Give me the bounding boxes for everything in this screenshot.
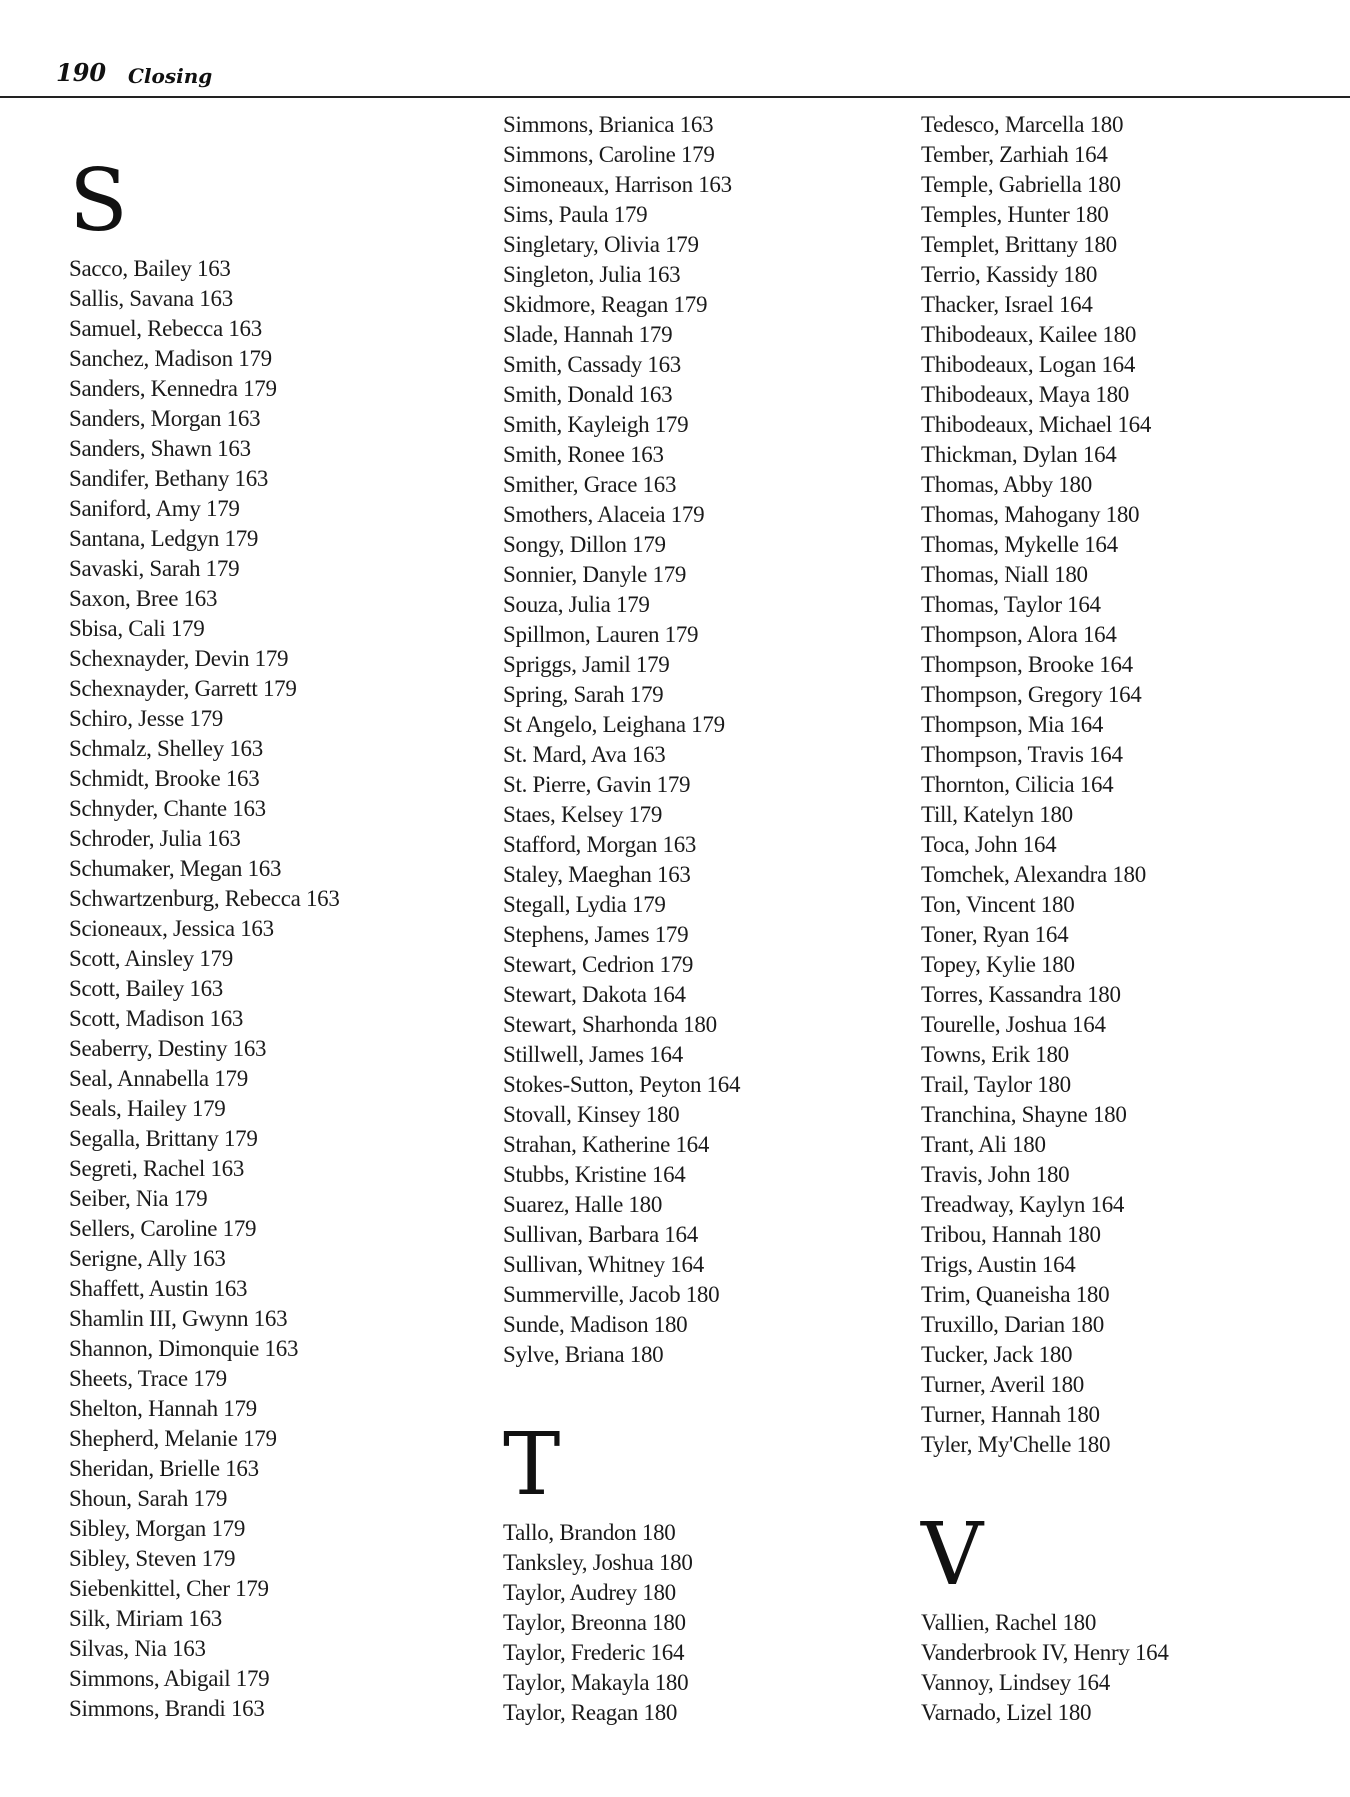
index-entry: Singleton, Julia 163 — [503, 262, 681, 287]
index-entry: Seaberry, Destiny 163 — [69, 1036, 267, 1061]
index-entry: Thompson, Alora 164 — [921, 622, 1117, 647]
index-entry: Shelton, Hannah 179 — [69, 1396, 257, 1421]
index-entry: Topey, Kylie 180 — [921, 952, 1075, 977]
index-entry: Tanksley, Joshua 180 — [503, 1550, 693, 1575]
index-entry: Simoneaux, Harrison 163 — [503, 172, 732, 197]
index-entry: Vallien, Rachel 180 — [921, 1610, 1097, 1635]
index-entry: Thompson, Mia 164 — [921, 712, 1104, 737]
index-entry: Scioneaux, Jessica 163 — [69, 916, 274, 941]
index-column-3 — [921, 110, 1169, 1728]
index-entry: Stewart, Dakota 164 — [503, 982, 686, 1007]
index-entry: Sbisa, Cali 179 — [69, 616, 205, 641]
index-entry: Ton, Vincent 180 — [921, 892, 1075, 917]
index-entry: Scott, Ainsley 179 — [69, 946, 233, 971]
index-entry: Temples, Hunter 180 — [921, 202, 1109, 227]
index-entry: Trim, Quaneisha 180 — [921, 1282, 1110, 1307]
index-entry: Smith, Ronee 163 — [503, 442, 664, 467]
index-entry: Songy, Dillon 179 — [503, 532, 666, 557]
index-entry: Sibley, Morgan 179 — [69, 1516, 246, 1541]
index-entry: Terrio, Kassidy 180 — [921, 262, 1098, 287]
index-entry: Smith, Donald 163 — [503, 382, 673, 407]
page-number: 190 — [56, 58, 107, 87]
index-entry: Sacco, Bailey 163 — [69, 256, 231, 281]
index-entry: Taylor, Breonna 180 — [503, 1610, 686, 1635]
index-entry: Trigs, Austin 164 — [921, 1252, 1076, 1277]
index-entry: Shoun, Sarah 179 — [69, 1486, 228, 1511]
index-entry: Schmidt, Brooke 163 — [69, 766, 260, 791]
index-entry: Taylor, Audrey 180 — [503, 1580, 676, 1605]
index-entry: Thompson, Brooke 164 — [921, 652, 1133, 677]
index-entry: Seal, Annabella 179 — [69, 1066, 248, 1091]
index-entry: Smith, Cassady 163 — [503, 352, 681, 377]
index-entry: Torres, Kassandra 180 — [921, 982, 1121, 1007]
index-entry: Sylve, Briana 180 — [503, 1342, 664, 1367]
index-entry: Segalla, Brittany 179 — [69, 1126, 258, 1151]
index-entry: Stovall, Kinsey 180 — [503, 1102, 680, 1127]
section-letter: V — [921, 1505, 984, 1605]
index-entry: Seals, Hailey 179 — [69, 1096, 226, 1121]
index-entry: Scott, Madison 163 — [69, 1006, 244, 1031]
index-entry: Stokes-Sutton, Peyton 164 — [503, 1072, 741, 1097]
index-entry: Vannoy, Lindsey 164 — [921, 1670, 1110, 1695]
index-entry: Tember, Zarhiah 164 — [921, 142, 1108, 167]
index-entry: Silvas, Nia 163 — [69, 1636, 206, 1661]
index-entry: Sibley, Steven 179 — [69, 1546, 236, 1571]
index-entry: Sullivan, Barbara 164 — [503, 1222, 698, 1247]
index-entry: Shaffett, Austin 163 — [69, 1276, 248, 1301]
index-entry: Savaski, Sarah 179 — [69, 556, 240, 581]
index-entry: Taylor, Frederic 164 — [503, 1640, 685, 1665]
index-entry: Schumaker, Megan 163 — [69, 856, 282, 881]
index-entry: Towns, Erik 180 — [921, 1042, 1069, 1067]
index-entry: Thompson, Travis 164 — [921, 742, 1123, 767]
section-title: Closing — [128, 64, 213, 88]
index-entry: Schiro, Jesse 179 — [69, 706, 223, 731]
index-entry: Sanchez, Madison 179 — [69, 346, 272, 371]
index-entry: Temple, Gabriella 180 — [921, 172, 1121, 197]
index-entry: Sanders, Morgan 163 — [69, 406, 261, 431]
section-letter: S — [69, 151, 128, 251]
index-entry: Smothers, Alaceia 179 — [503, 502, 705, 527]
index-entry: Sonnier, Danyle 179 — [503, 562, 687, 587]
index-entry: Thibodeaux, Michael 164 — [921, 412, 1152, 437]
index-entry: Sheets, Trace 179 — [69, 1366, 227, 1391]
index-entry: Siebenkittel, Cher 179 — [69, 1576, 269, 1601]
index-entry: St. Pierre, Gavin 179 — [503, 772, 691, 797]
index-entry: Thickman, Dylan 164 — [921, 442, 1117, 467]
index-entry: Thomas, Abby 180 — [921, 472, 1092, 497]
index-entry: Schexnayder, Garrett 179 — [69, 676, 297, 701]
index-entry: Shannon, Dimonquie 163 — [69, 1336, 299, 1361]
index-entry: Schmalz, Shelley 163 — [69, 736, 263, 761]
index-entry: Templet, Brittany 180 — [921, 232, 1117, 257]
index-entry: Stewart, Cedrion 179 — [503, 952, 694, 977]
index-entry: Stafford, Morgan 163 — [503, 832, 697, 857]
index-entry: Staley, Maeghan 163 — [503, 862, 691, 887]
index-entry: Till, Katelyn 180 — [921, 802, 1073, 827]
index-entry: Smither, Grace 163 — [503, 472, 677, 497]
index-entry: Simmons, Brandi 163 — [69, 1696, 265, 1721]
index-entry: Samuel, Rebecca 163 — [69, 316, 262, 341]
index-entry: Tribou, Hannah 180 — [921, 1222, 1101, 1247]
index-entry: Truxillo, Darian 180 — [921, 1312, 1104, 1337]
index-entry: Spillmon, Lauren 179 — [503, 622, 699, 647]
index-entry: Treadway, Kaylyn 164 — [921, 1192, 1125, 1217]
index-entry: Schwartzenburg, Rebecca 163 — [69, 886, 340, 911]
index-entry: Sullivan, Whitney 164 — [503, 1252, 704, 1277]
index-entry: Toner, Ryan 164 — [921, 922, 1069, 947]
index-entry: Souza, Julia 179 — [503, 592, 650, 617]
index-entry: Scott, Bailey 163 — [69, 976, 223, 1001]
index-entry: Turner, Hannah 180 — [921, 1402, 1100, 1427]
index-entry: Trail, Taylor 180 — [921, 1072, 1071, 1097]
index-entry: Tranchina, Shayne 180 — [921, 1102, 1127, 1127]
index-entry: Segreti, Rachel 163 — [69, 1156, 245, 1181]
index-entry: Sanders, Shawn 163 — [69, 436, 251, 461]
index-column-1 — [69, 110, 340, 1724]
index-entry: Tomchek, Alexandra 180 — [921, 862, 1146, 887]
index-entry: Simmons, Brianica 163 — [503, 112, 714, 137]
index-entry: Smith, Kayleigh 179 — [503, 412, 689, 437]
index-entry: Saxon, Bree 163 — [69, 586, 218, 611]
index-entry: Stegall, Lydia 179 — [503, 892, 666, 917]
index-entry: Thacker, Israel 164 — [921, 292, 1093, 317]
index-entry: Seiber, Nia 179 — [69, 1186, 208, 1211]
index-entry: Thornton, Cilicia 164 — [921, 772, 1114, 797]
index-entry: Slade, Hannah 179 — [503, 322, 673, 347]
index-entry: Tyler, My'Chelle 180 — [921, 1432, 1111, 1457]
index-entry: Saniford, Amy 179 — [69, 496, 240, 521]
index-entry: Taylor, Reagan 180 — [503, 1700, 678, 1725]
index-entry: Spring, Sarah 179 — [503, 682, 664, 707]
index-entry: Taylor, Makayla 180 — [503, 1670, 689, 1695]
index-entry: Vanderbrook IV, Henry 164 — [921, 1640, 1169, 1665]
index-entry: Sallis, Savana 163 — [69, 286, 233, 311]
index-entry: Spriggs, Jamil 179 — [503, 652, 670, 677]
index-entry: St. Mard, Ava 163 — [503, 742, 666, 767]
index-entry: Varnado, Lizel 180 — [921, 1700, 1092, 1725]
page-header — [0, 0, 1350, 98]
index-entry: Thomas, Niall 180 — [921, 562, 1088, 587]
index-entry: Silk, Miriam 163 — [69, 1606, 223, 1631]
index-entry: Stewart, Sharhonda 180 — [503, 1012, 717, 1037]
index-entry: Santana, Ledgyn 179 — [69, 526, 259, 551]
index-entry: Sanders, Kennedra 179 — [69, 376, 277, 401]
index-entry: Travis, John 180 — [921, 1162, 1070, 1187]
index-entry: Thomas, Mykelle 164 — [921, 532, 1118, 557]
index-entry: Strahan, Katherine 164 — [503, 1132, 710, 1157]
index-entry: Sandifer, Bethany 163 — [69, 466, 269, 491]
index-entry: Stillwell, James 164 — [503, 1042, 683, 1067]
index-entry: Trant, Ali 180 — [921, 1132, 1046, 1157]
index-entry: Tucker, Jack 180 — [921, 1342, 1073, 1367]
index-entry: Sheridan, Brielle 163 — [69, 1456, 259, 1481]
index-entry: Stubbs, Kristine 164 — [503, 1162, 686, 1187]
index-entry: Tallo, Brandon 180 — [503, 1520, 676, 1545]
index-entry: Tourelle, Joshua 164 — [921, 1012, 1106, 1037]
index-entry: Simmons, Abigail 179 — [69, 1666, 270, 1691]
index-entry: Thompson, Gregory 164 — [921, 682, 1142, 707]
index-entry: Stephens, James 179 — [503, 922, 689, 947]
section-letter: T — [503, 1415, 561, 1515]
index-entry: Schexnayder, Devin 179 — [69, 646, 289, 671]
index-entry: Singletary, Olivia 179 — [503, 232, 699, 257]
index-entry: Thomas, Mahogany 180 — [921, 502, 1140, 527]
index-entry: Shamlin III, Gwynn 163 — [69, 1306, 288, 1331]
index-entry: Thibodeaux, Logan 164 — [921, 352, 1136, 377]
index-entry: Staes, Kelsey 179 — [503, 802, 663, 827]
index-entry: Sims, Paula 179 — [503, 202, 648, 227]
index-entry: Turner, Averil 180 — [921, 1372, 1084, 1397]
index-entry: Tedesco, Marcella 180 — [921, 112, 1124, 137]
index-entry: Suarez, Halle 180 — [503, 1192, 663, 1217]
index-entry: Thomas, Taylor 164 — [921, 592, 1101, 617]
index-entry: Thibodeaux, Maya 180 — [921, 382, 1129, 407]
index-entry: Sunde, Madison 180 — [503, 1312, 688, 1337]
index-column-2 — [503, 110, 740, 1728]
index-entry: Schnyder, Chante 163 — [69, 796, 266, 821]
index-entry: Summerville, Jacob 180 — [503, 1282, 720, 1307]
index-entry: St Angelo, Leighana 179 — [503, 712, 725, 737]
index-entry: Serigne, Ally 163 — [69, 1246, 226, 1271]
index-entry: Thibodeaux, Kailee 180 — [921, 322, 1137, 347]
index-entry: Shepherd, Melanie 179 — [69, 1426, 277, 1451]
index-entry: Toca, John 164 — [921, 832, 1057, 857]
index-entry: Skidmore, Reagan 179 — [503, 292, 708, 317]
index-entry: Simmons, Caroline 179 — [503, 142, 715, 167]
index-entry: Sellers, Caroline 179 — [69, 1216, 257, 1241]
index-entry: Schroder, Julia 163 — [69, 826, 241, 851]
